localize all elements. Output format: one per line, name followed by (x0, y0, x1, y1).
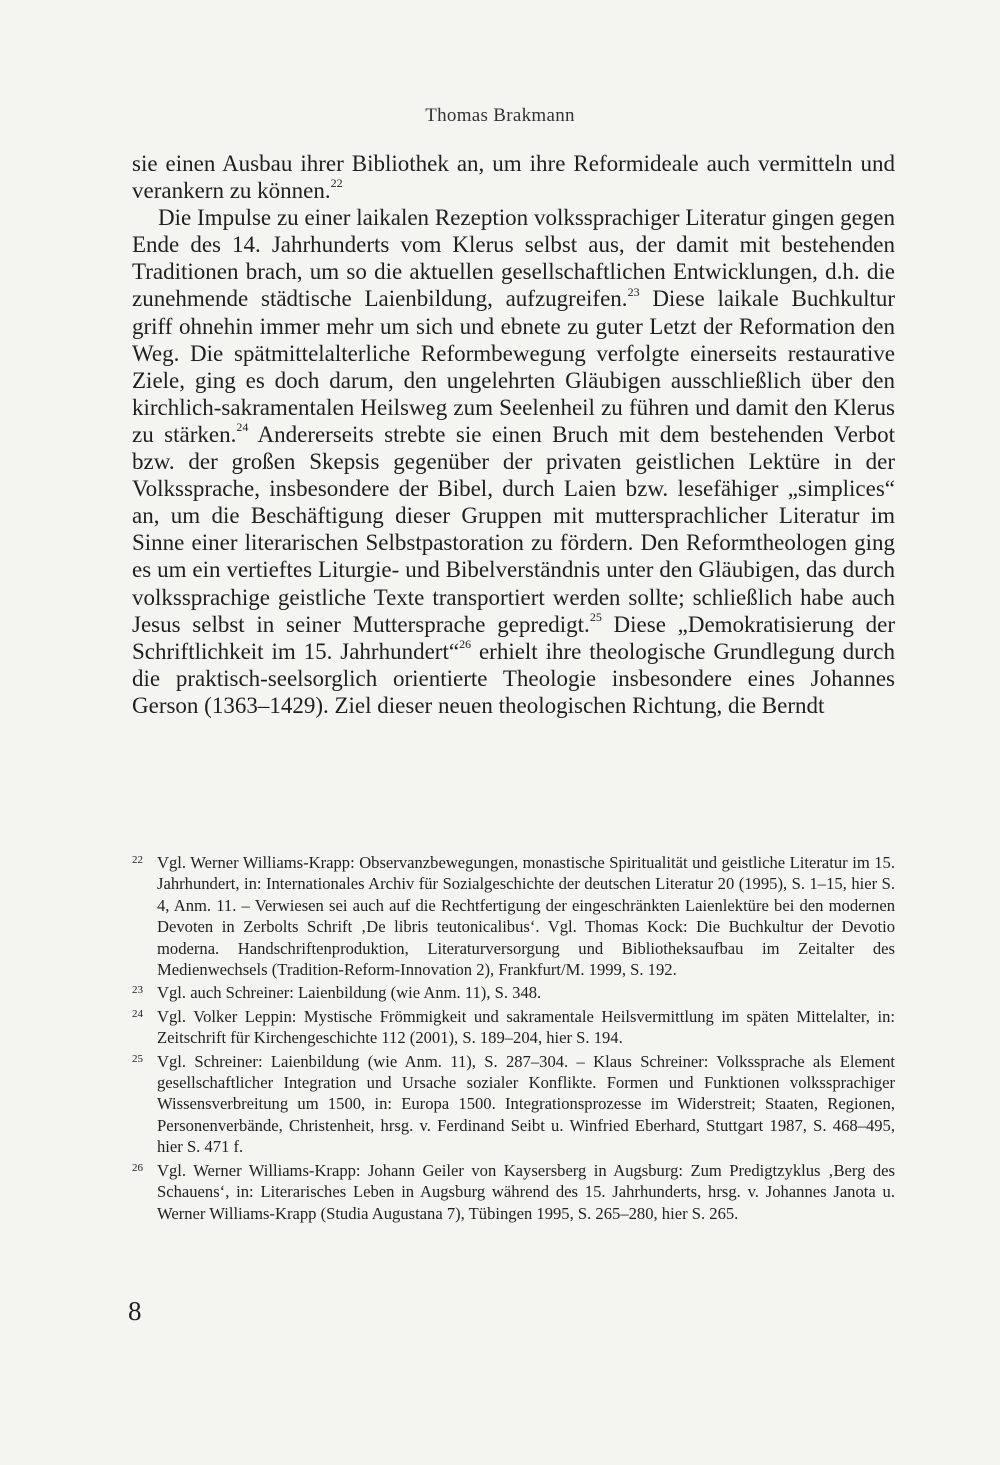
footnote-number: 26 (132, 1161, 143, 1174)
footnote-text: Vgl. Werner Williams-Krapp: Observanzbewegungen, monastische Spiritualität und geistliche Literatur im 15. Jahrhundert, in: Internationales Archiv für Sozialgeschichte der deutschen Literatur 20 (1995), S. 1–15, hier S. 4, Anm. 11. – Verwiesen sei auch auf die Rechtfertigung der eingeschränkten Laienlektüre bei den modernen Devoten in Zerbolts Schrift ‚De libris teutonicalibus‘. Vgl. Thomas Kock: Die Buchkultur der Devotio moderna. Handschriftenproduktion, Literaturversorgung und Bibliotheksaufbau im Zeitalter des Medienwechsels (Tradition-Reform-Innovation 2), Frankfurt/M. 1999, S. 192. (157, 853, 895, 980)
paragraph-2-segment-5: erhielt ihre theologische Grundlegung durch die praktisch-seelsorglich orientierte Theologie insbesondere eines Johannes Gerson (1363–1429). Ziel dieser neuen theologischen Richtung, die Berndt (132, 638, 895, 718)
footnote-text: Vgl. Volker Leppin: Mystische Frömmigkeit und sakramentale Heilsvermittlung im späten Mittelalter, in: Zeitschrift für Kirchengeschichte 112 (2001), S. 189–204, hier S. 194. (157, 1006, 895, 1048)
paragraph-2 (132, 204, 895, 719)
footnotes-section (132, 852, 895, 1226)
footnote-25 (132, 1051, 895, 1158)
footnote-text: Vgl. Schreiner: Laienbildung (wie Anm. 11), S. 287–304. – Klaus Schreiner: Volkssprache als Element gesellschaftlicher Integration und Ursache sozialer Konflikte. Formen und Funktionen volkssprachiger Wissensverbreitung um 1500, in: Europa 1500. Integrationsprozesse im Widerstreit; Staaten, Regionen, Personenverbände, Christenheit, hrsg. v. Ferdinand Seibt u. Winfried Eberhard, Stuttgart 1987, S. 468–495, hier S. 471 f. (157, 1051, 895, 1157)
footnote-ref-24[interactable]: 24 (236, 420, 249, 435)
footnote-24 (132, 1006, 895, 1049)
footnote-23 (132, 982, 895, 1003)
footnote-ref-26[interactable]: 26 (459, 637, 472, 652)
footnote-26 (132, 1160, 895, 1224)
footnote-22 (132, 852, 895, 980)
main-body-text (132, 150, 895, 719)
footnote-number: 22 (132, 854, 143, 866)
footnote-number: 25 (132, 1052, 143, 1065)
footnote-ref-22[interactable]: 22 (330, 176, 343, 191)
footnote-number: 23 (132, 984, 143, 997)
paragraph-2-segment-4: Diese „Demokratisierung der Schriftlichkeit im 15. Jahrhundert“ (132, 611, 895, 664)
footnote-number: 24 (132, 1007, 143, 1020)
footnote-ref-23[interactable]: 23 (627, 284, 640, 299)
paragraph-1 (132, 150, 895, 204)
paragraph-1-text: sie einen Ausbau ihrer Bibliothek an, um ihre Reformideale auch vermitteln und verankern zu können. (132, 151, 895, 204)
footnote-text: Vgl. Werner Williams-Krapp: Johann Geiler von Kaysersberg in Augsburg: Zum Predigtzyklus ‚Berg des Schauens‘, in: Literarisches Leben in Augsburg während des 15. Jahrhunderts, hrsg. v. Johannes Janota u. Werner Williams-Krapp (Studia Augustana 7), Tübingen 1995, S. 265–280, hier S. 265. (157, 1160, 895, 1223)
footnote-ref-25[interactable]: 25 (589, 609, 602, 624)
page-number: 8 (128, 1296, 142, 1326)
paragraph-2-segment-1: Die Impulse zu einer laikalen Rezeption volkssprachiger Literatur gingen gegen Ende des 14. Jahrhunderts vom Klerus selbst aus, der damit mit bestehenden Traditionen brach, um so die aktuellen gesellschaftlichen Entwicklungen, d.h. die zunehmende städtische Laienbildung, aufzugreifen. (132, 205, 895, 312)
running-header: Thomas Brakmann (425, 105, 575, 126)
paragraph-2-segment-2: Diese laikale Buchkultur griff ohnehin immer mehr um sich und ebnete zu guter Letzt der Reformation den Weg. Die spätmittelalterliche Reformbewegung verfolgte einerseits restaurative Ziele, ging es doch darum, den ungelehrten Gläubigen ausschließlich über den kirchlich-sakramentalen Heilsweg zum Seelenheil zu führen und damit den Klerus zu stärken. (132, 286, 896, 447)
paragraph-2-segment-3: Andererseits strebte sie einen Bruch mit dem bestehenden Verbot bzw. der großen Skepsis gegenüber der privaten geistlichen Lektüre in der Volkssprache, insbesondere der Bibel, durch Laien bzw. lesefähiger „simplices“ an, um die Beschäftigung dieser Gruppen mit muttersprachlicher Literatur im Sinne einer literarischen Selbstpastoration zu fördern. Den Reformtheologen ging es um ein vertieftes Liturgie- und Bibelverständnis unter den Gläubigen, das durch volkssprachige geistliche Texte transportiert werden sollte; schließlich habe auch Jesus selbst in seiner Muttersprache gepredigt. (132, 421, 895, 637)
footnote-text: Vgl. auch Schreiner: Laienbildung (wie Anm. 11), S. 348. (157, 983, 542, 1003)
